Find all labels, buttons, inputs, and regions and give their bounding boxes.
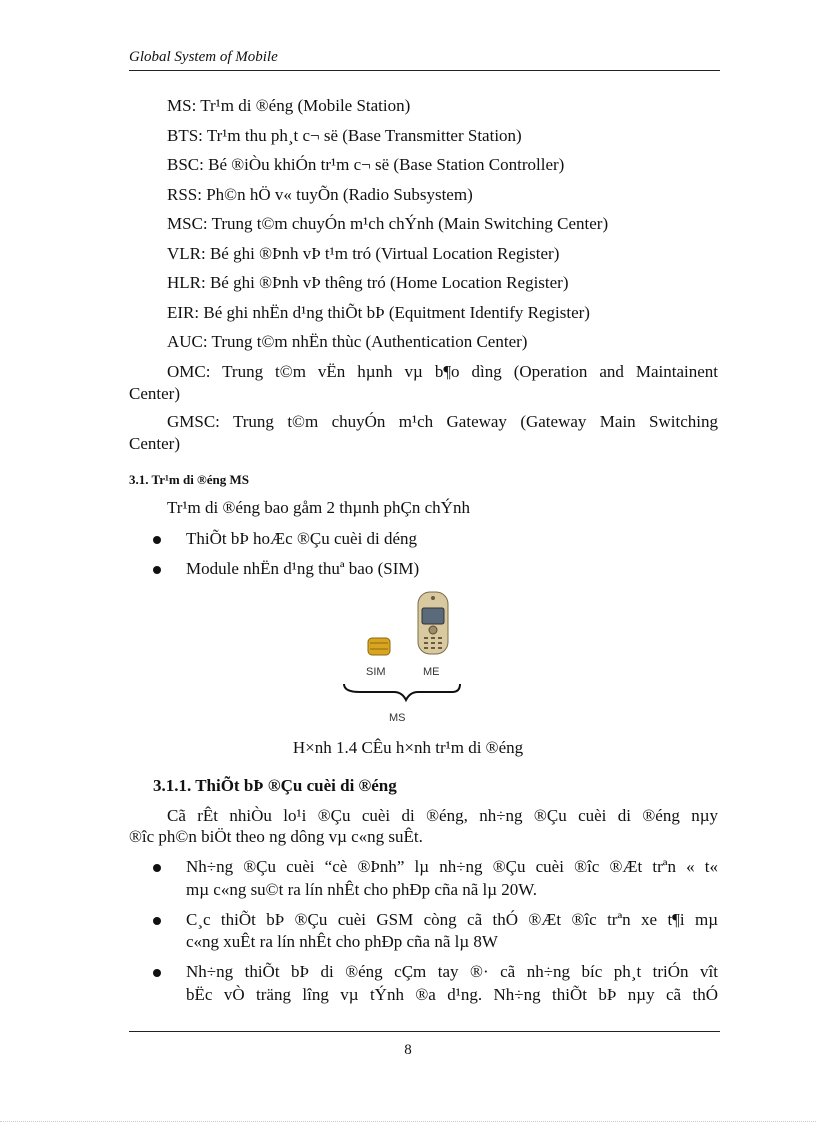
abbrev-eir: EIR: Bé ghi nhËn d¹ng thiÕt bÞ (Equitment Identify Register) — [167, 303, 590, 322]
list-item: Module nhËn d¹ng thuª bao (SIM) — [186, 559, 420, 578]
bullet-icon — [153, 536, 161, 544]
list-item: Nh÷ng ®Çu cuèi “cè ®Þnh” lµ nh÷ng ®Çu cuèi ®îc ®Æt trªn « t« — [186, 857, 718, 876]
bullet-icon — [153, 566, 161, 574]
page-edge-divider — [0, 1121, 816, 1122]
list-item: c«ng xuÊt ra lín nhÊt cho phÐp cña nã lµ 8W — [186, 932, 498, 951]
section-heading-3-1: 3.1. Tr¹m di ®éng MS — [129, 472, 250, 487]
brace-icon — [344, 684, 460, 700]
list-item: Nh÷ng thiÕt bÞ di ®éng cÇm tay ®· cã nh÷ng bíc ph¸t triÓn vît — [186, 962, 718, 981]
figure-label-ms: MS — [389, 712, 406, 724]
paragraph-line: ®îc ph©n biÖt theo ng dông vµ c«ng suÊt. — [129, 827, 423, 846]
bullet-icon — [153, 969, 161, 977]
list-item: bËc vÒ träng lîng vµ tÝnh ®a d¹ng. Nh÷ng thiÕt bÞ nµy cã thÓ — [186, 985, 718, 1004]
abbrev-omc-line2: Center) — [129, 384, 180, 403]
abbrev-vlr: VLR: Bé ghi ®Þnh vÞ t¹m tró (Virtual Location Register) — [167, 244, 560, 263]
section-heading-3-1-1: 3.1.1. ThiÕt bÞ ®Çu cuèi di ®éng — [153, 776, 397, 795]
figure-label-sim: SIM — [366, 666, 386, 678]
abbrev-omc-line1: OMC: Trung t©m vËn hµnh vµ b¶o dìng (Operation and Maintainent — [167, 362, 718, 381]
running-header: Global System of Mobile — [129, 49, 278, 65]
abbrev-msc: MSC: Trung t©m chuyÓn m¹ch chÝnh (Main Switching Center) — [167, 214, 609, 233]
bullet-icon — [153, 864, 161, 872]
page-number: 8 — [404, 1042, 412, 1058]
abbrev-gmsc-line2: Center) — [129, 434, 180, 453]
list-item: C¸c thiÕt bÞ ®Çu cuèi GSM còng cã thÓ ®Æt ®îc trªn xe t¶i mµ — [186, 910, 718, 929]
abbrev-auc: AUC: Trung t©m nhËn thùc (Authentication Center) — [167, 332, 528, 351]
list-item: ThiÕt bÞ hoÆc ®Çu cuèi di déng — [186, 529, 418, 548]
ms-configuration-figure — [336, 588, 476, 728]
mobile-phone-icon — [418, 592, 448, 654]
abbrev-rss: RSS: Ph©n hÖ v« tuyÕn (Radio Subsystem) — [167, 185, 473, 204]
footer-rule — [129, 1031, 720, 1032]
abbrev-ms: MS: Tr¹m di ®éng (Mobile Station) — [167, 96, 411, 115]
paragraph-line: Cã rÊt nhiÒu lo¹i ®Çu cuèi di ®éng, nh÷ng ®Çu cuèi di ®éng nµy — [167, 806, 718, 825]
figure-caption: H×nh 1.4 CÊu h×nh tr¹m di ®éng — [292, 738, 524, 757]
bullet-icon — [153, 917, 161, 925]
abbrev-bsc: BSC: Bé ®iÒu khiÓn tr¹m c¬ së (Base Station Controller) — [167, 155, 565, 174]
abbrev-hlr: HLR: Bé ghi ®Þnh vÞ thêng tró (Home Location Register) — [167, 273, 569, 292]
section-3-1-intro: Tr¹m di ®éng bao gåm 2 thµnh phÇn chÝnh — [167, 498, 470, 517]
abbrev-bts: BTS: Tr¹m thu ph¸t c¬ së (Base Transmitter Station) — [167, 126, 522, 145]
list-item: mµ c«ng su©t ra lín nhÊt cho phÐp cña nã lµ 20W. — [186, 880, 538, 899]
abbrev-gmsc-line1: GMSC: Trung t©m chuyÓn m¹ch Gateway (Gateway Main Switching — [167, 412, 718, 431]
header-rule — [129, 70, 720, 71]
sim-chip-icon — [368, 638, 390, 655]
figure-label-me: ME — [423, 666, 440, 678]
